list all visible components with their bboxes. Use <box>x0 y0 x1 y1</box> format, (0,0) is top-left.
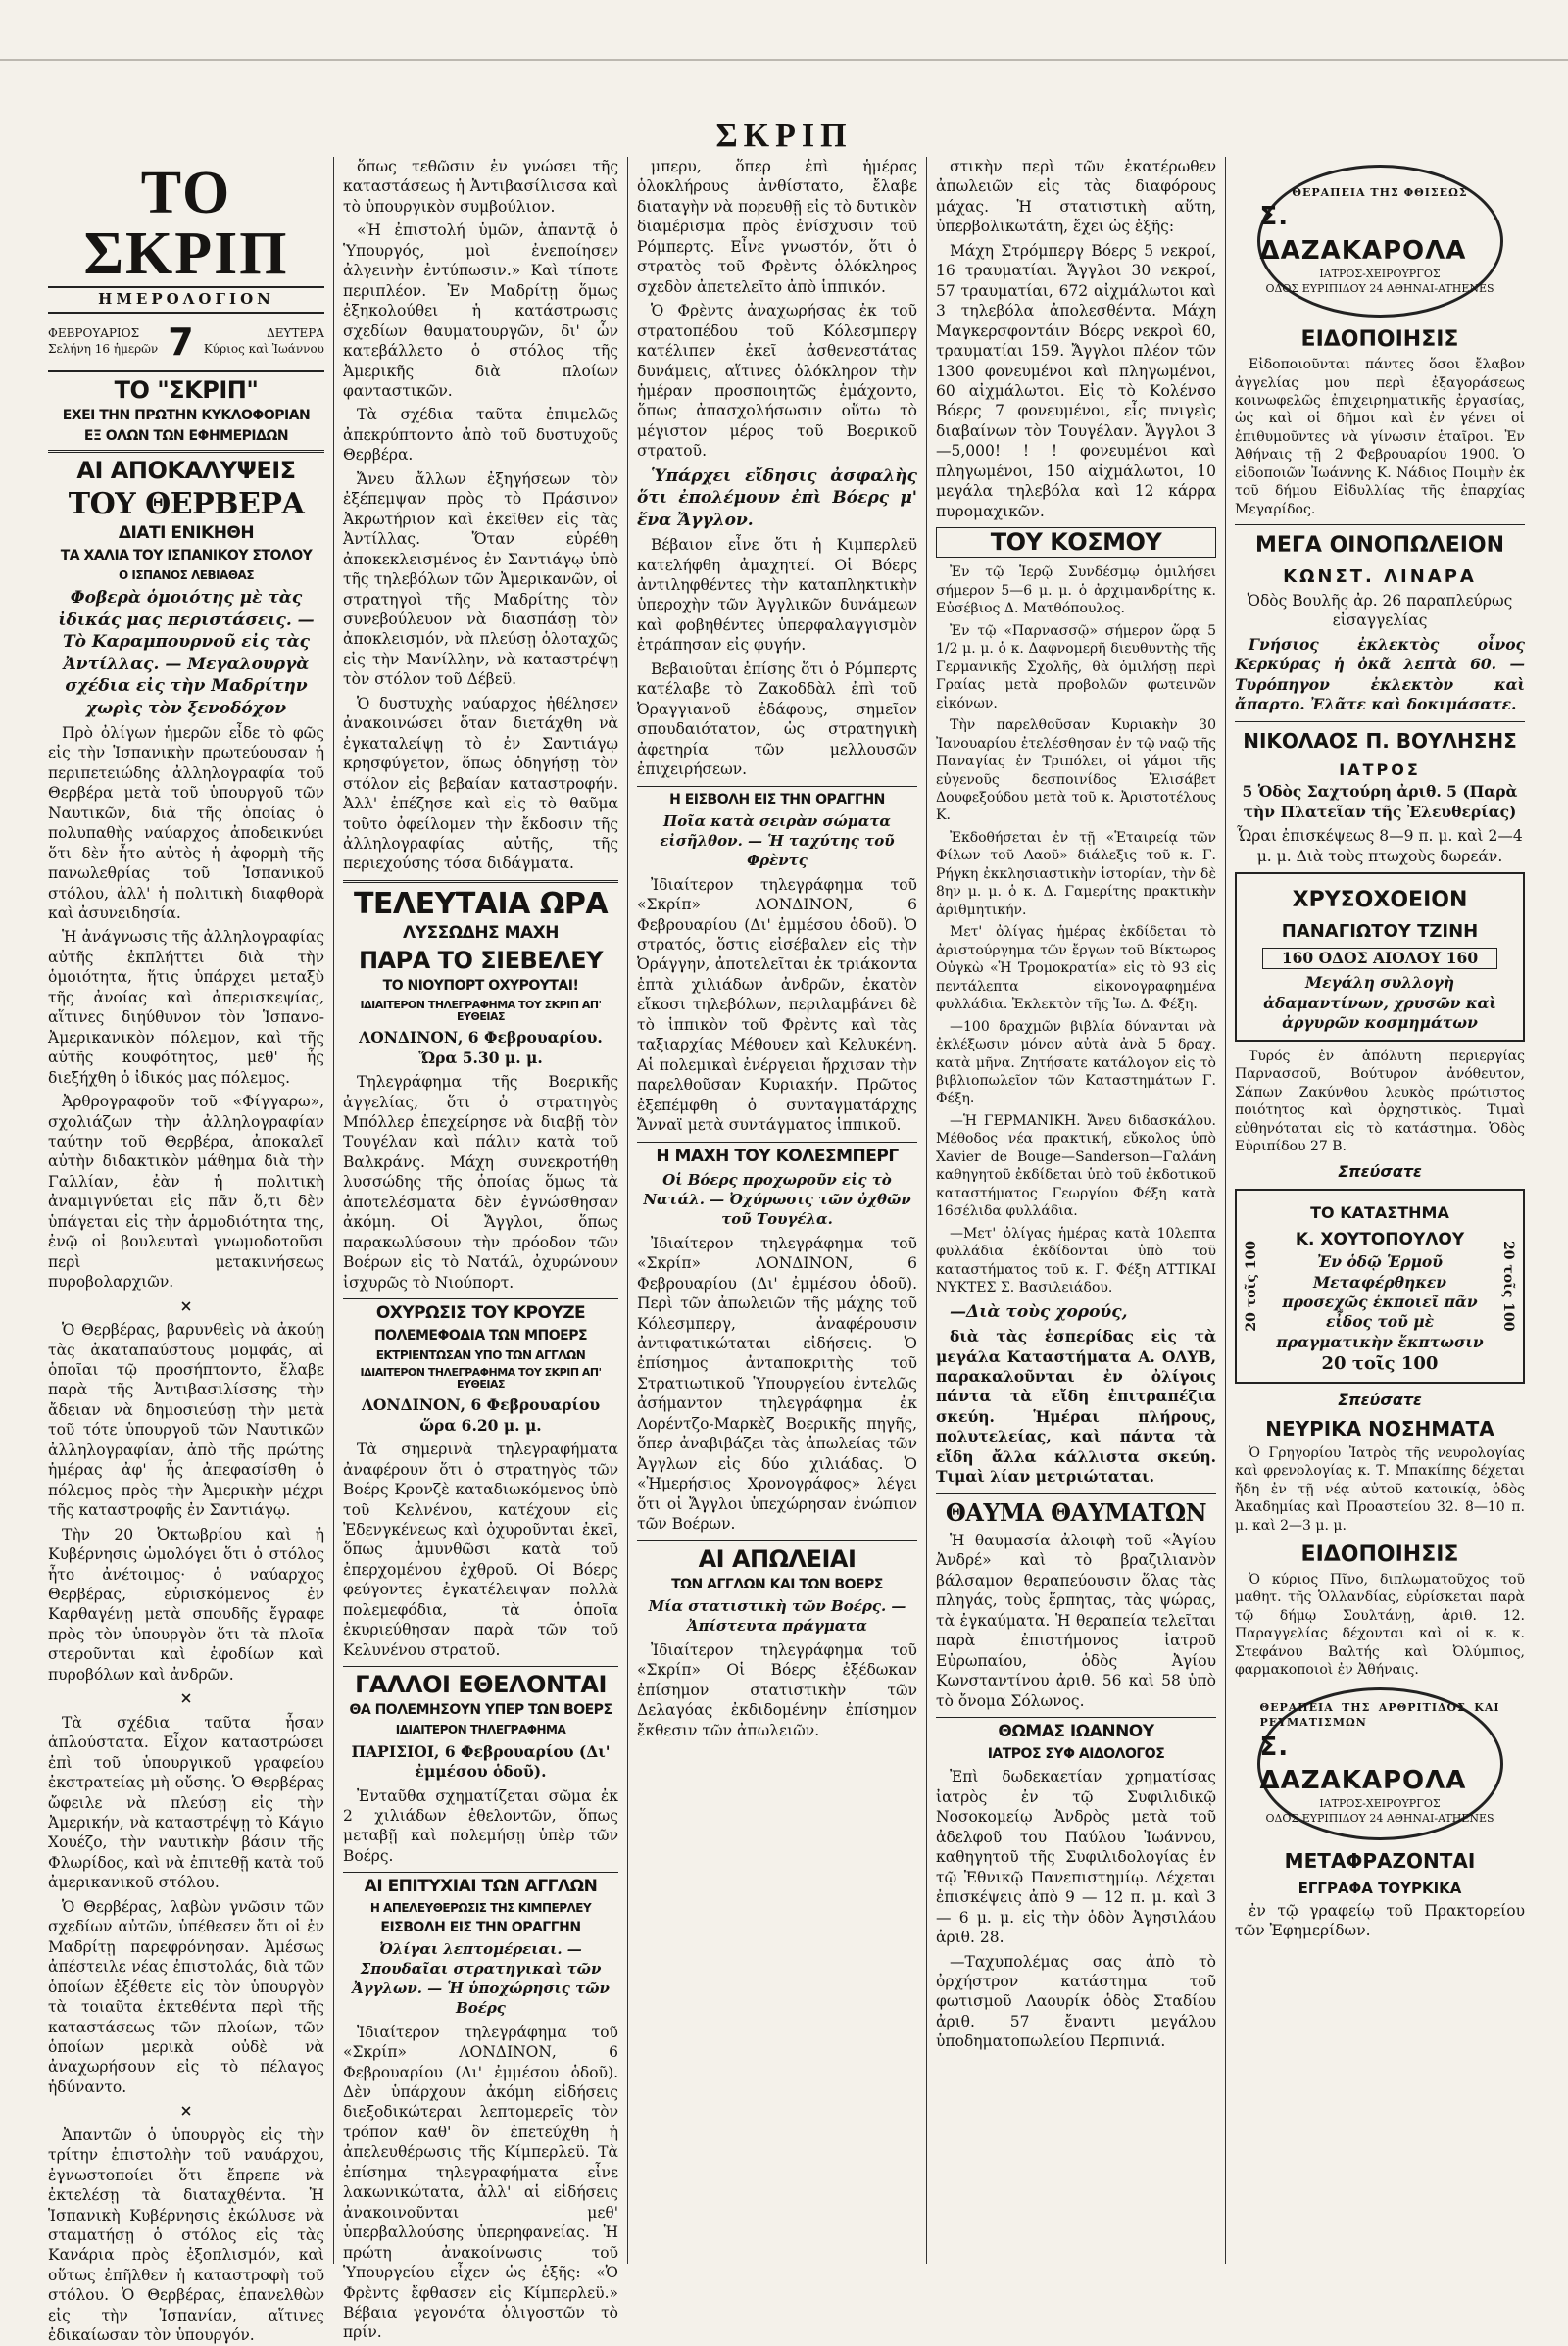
article-paragraph: Βεβαιοῦται ἐπίσης ὅτι ὁ Ρόμπερτς κατέλαβε τὸ Ζακοδδὰλ ἐπὶ τοῦ Ὀραγγιανοῦ ἐδάφους, σημεῖον σπουδαιότατον, ὡς στρατηγικὴ ἀφετηρία τῶν μελλουσῶν ἐπιχειρήσεων. <box>637 660 917 779</box>
world-headline: ΤΟΥ ΚΟΣΜΟΥ <box>936 527 1216 558</box>
divider <box>637 786 917 787</box>
article-lead: Ὀλίγαι λεπτομέρειαι. — Σπουδαῖαι στρατηγικαὶ τῶν Ἀγγλων. — Ἡ ὑποχώρησις τῶν Βοέρς <box>352 1940 610 2017</box>
article-paragraph: Ἰδιαίτερον τηλεγράφημα τοῦ «Σκρίπ» ΛΟΝΔΙΝΟΝ, 6 Φεβρουαρίου (Δι' ἐμμέσου ὁδοῦ). Περὶ τῶν ἀπωλειῶν τῆς μάχης τοῦ Κόλεσμπεργ, ἀναφέρουσιν ἀντιφατικώταται εἰδήσεις. Ὁ ἐπίσημος ἀνταποκριτὴς τοῦ Στρατιωτικοῦ Ὑπουργείου ἐντελῶς ἀσήμαντον τηλεγράφημα ἐκ Λορέντζο-Μαρκὲζ Βοερικῆς πηγῆς, ὅπερ ἀναβιβάζει τὰς ἀπωλείας τῶν Ἀγγλων εἰς δύο χιλιάδας. Ὁ «Ἡμερήσιος Χρονογράφος» λέγει ὅτι οἱ Ἄγγλοι ὑπεχώρησαν ἐνώπιον τῶν Βοέρων. <box>637 1234 917 1534</box>
divider <box>343 1872 618 1873</box>
article-paragraph: ὅπως τεθῶσιν ἐν γνώσει τῆς καταστάσεως ἡ Ἀντιβασίλισσα καὶ τὸ ὑπουργικὸν συμβούλιον. <box>343 158 618 216</box>
ad-text: Ἐπὶ δωδεκαετίαν χρηματίσας ἰατρὸς ἐν τῷ Συφιλιδικῷ Νοσοκομείῳ Ἀνδρὸς μετὰ τοῦ ἀδελφοῦ του Παύλου Ἰωάννου, καθηγητοῦ τῆς Συφιλιδολογίας ἐν τῷ Ἐθνικῷ Πανεπιστημίῳ. Δέχεται ἐπισκέψεις ἀπὸ 9 — 12 π. μ. καὶ 3 — 6 μ. μ. εἰς τὴν ὁδὸν Ἀγησιλάου ἀριθ. 28. <box>936 1768 1216 1947</box>
section-cross: × <box>179 1295 193 1315</box>
seal-arc-text: ΘΕΡΑΠΕΙΑ ΤΗΣ ΦΘΙΣΕΩΣ <box>1292 185 1468 199</box>
dateline: ΛΟΝΔΙΝΟΝ, 6 Φεβρουαρίου. Ὥρα 5.30 μ. μ. <box>359 1028 603 1067</box>
gold-headline: ΧΡΥΣΟΧΟΕΙΟΝ <box>1292 888 1468 913</box>
article-paragraph: Ὑπάρχει εἴδησις ἀσφαλὴς ὅτι ἐπολέμουν ἐπὶ Βόερς μ' ἕνα Ἄγγλον. <box>637 465 917 530</box>
news-item: —Ἡ ΓΕΡΜΑΝΙΚΗ. Ἄνευ διδασκάλου. Μέθοδος νέα πρακτική, εὔκολος ὑπὸ Xavier de Bouge—Sanderson—Γαλάνη καθηγητοῦ ἐκδίδεται ὑπὸ τοῦ ἐκδοτικοῦ καταστήματος Γεωργίου Φέξη κατὰ 16σέλιδα φυλλάδια. <box>936 1112 1216 1220</box>
last-hour-sub-4: ΙΔΙΑΙΤΕΡΟΝ ΤΗΛΕΓΡΑΦΗΜΑ ΤΟΥ ΣΚΡΙΠ ΑΠ' ΕΥΘΕΙΑΣ <box>360 999 602 1023</box>
article-paragraph: Ὁ δυστυχὴς ναύαρχος ἠθέλησεν ἀνακοινώσει ὅταν διετάχθη νὰ ἐγκαταλείψῃ τὸ ἐν Σαντιάγῳ κρησφύγετον, ὅπως ὁδηγήσῃ τὸν στόλον εἰς βεβαίαν καταστροφήν. Ἀλλ' ἐπέζησε καὶ εἰς τὸ θαῦμα τοῦτο ὀφείλομεν τὴν ἔκδοσιν τῆς ἀλληλογραφίας αὐτῆς, τῆς περιεχούσης τόσα διδάγματα. <box>343 694 618 873</box>
article-paragraph: Τὰ σχέδια ταῦτα ἦσαν ἀπλούστατα. Εἶχον καταστρώσει ἐπὶ τοῦ ὑπουργικοῦ γραφείου ἐκστρατείας μὴ οὔσης. Ὁ Θερβέρας ὤφειλε νὰ πλεύσῃ εἰς τὴν Ἀμερικήν, νὰ καταστρέψῃ τὸ Κάγιο Χουέζο, τὴν ναυτικὴν βάσιν τῆς Φλωρίδος, καὶ νὰ ἐπιτεθῇ κατὰ τοῦ ἀμερικανικοῦ στόλου. <box>48 1713 324 1892</box>
wine-name: ΚΩΝΣΤ. ΛΙΝΑΡΑ <box>1283 566 1477 588</box>
seal-address: ΟΔΟΣ ΕΥΡΙΠΙΔΟΥ 24 ΑΘΗΝΑΙ-ATHENES <box>1265 1811 1494 1825</box>
kolesberg-headline: Η ΜΑΧΗ ΤΟΥ ΚΟΛΕΣΜΠΕΡΓ <box>656 1146 899 1166</box>
gallic-sub-2: ΙΔΙΑΙΤΕΡΟΝ ΤΗΛΕΓΡΑΦΗΜΑ <box>395 1723 566 1737</box>
article-paragraph: Ὁ Φρὲντς ἀναχωρήσας ἐκ τοῦ στρατοπέδου τοῦ Κόλεσμπεργ κατέλιπεν ἐκεῖ ἀσθενεστάτας δυνάμεις, αἵτινες ὁλόκληρον τὴν ἡμέραν προσποιητῶς ἐμάχοντο, ὅπως ἀπασχολήσωσιν οὕτω τὸ μέγιστον μέρος τοῦ Βοερικοῦ στρατοῦ. <box>637 302 917 461</box>
article-paragraph: Ἐνταῦθα σχηματίζεται σῶμα ἐκ 2 χιλιάδων ἐθελοντῶν, ὅπως μεταβῇ καὶ πολεμήσῃ ὑπὲρ τῶν Βοέρς. <box>343 1786 618 1865</box>
promo-line-1: ΤΟ "ΣΚΡΙΠ" <box>114 375 259 404</box>
promo-line-3: ΕΞ ΟΛΩΝ ΤΩΝ ΕΦΗΜΕΡΙΔΩΝ <box>83 427 289 444</box>
last-hour-sub-3: ΤΟ ΝΙΟΥΠΟΡΤ ΟΧΥΡΟΥΤΑΙ! <box>382 978 579 995</box>
kroze-sub-1: ΠΟΛΕΜΕΦΟΔΙΑ ΤΩΝ ΜΠΟΕΡΣ <box>373 1327 588 1344</box>
ad-bazaar: διὰ τὰς ἑσπερίδας εἰς τὰ μεγάλα Καταστήματα Α. ΟΛΥΒ, παρακαλοῦνται ἐν ὀλίγοις πάντα τὰ εἴδη ἐπιτραπέζια σκεύη. Ἡμέραι πλήρους, πολυτελείας, καὶ πάντα τὰ εἴδη ἄλλα κάλλιστα σκεύη. Τιμαὶ λίαν μετριώταται. <box>936 1327 1216 1487</box>
divider <box>637 1142 917 1143</box>
shop-text: Ἐν ὁδῷ Ἑρμοῦ Μεταφέρθηκεν προσεχῶς ἐκποιεῖ πᾶν εἶδος τοῦ μὲ πραγματικὴν ἔκπτωσιν <box>1276 1252 1484 1351</box>
article-paragraph: Τηλεγράφημα τῆς Βοερικῆς ἀγγελίας, ὅτι ὁ στρατηγὸς Μπόλλερ ἐπεχείρησε νὰ διαβῇ τὸν Τουγέλαν καὶ πάλιν κατὰ τοῦ Βαλκράνς. Μάχη συνεκροτήθη λυσσώδης τῆς ὁποίας ὅμως τὰ ἀποτελέσματα δὲν ἐγνώσθησαν ἀκόμη. Οἱ Ἄγγλοι, ὅπως παρακωλύσουν τὴν πρόοδον τῶν Βοέρων εἰς τὸ Νατάλ, ὀχυρώνουν ἰσχυρῶς τὸ Νιούπορτ. <box>343 1073 618 1292</box>
promo-line-2: ΕΧΕΙ ΤΗΝ ΠΡΩΤΗΝ ΚΥΚΛΟΦΟΡΙΑΝ <box>62 408 311 424</box>
column-2 <box>333 157 627 2342</box>
thomas-headline: ΘΩΜΑΣ ΙΩΑΝΝΟΥ <box>998 1721 1154 1741</box>
divider <box>343 880 618 883</box>
wine-headline: ΜΕΓΑ ΟΙΝΟΠΩΛΕΙΟΝ <box>1254 533 1505 559</box>
divider <box>48 450 324 453</box>
news-item: Ἐν τῷ Ἱερῷ Συνδέσμῳ ὁμιλήσει σήμερον 5—6 μ. μ. ὁ ἀρχιμανδρίτης κ. Εὐσέβιος Δ. Ματθόπουλος. <box>936 564 1216 617</box>
top-rule <box>0 59 1568 61</box>
masthead-subtitle: ΗΜΕΡΟΛΟΓΙΟΝ <box>48 286 324 314</box>
article-paragraph: μπερυ, ὅπερ ἐπὶ ἡμέρας ὁλοκλήρους ἀνθίστατο, ἔλαβε διαταγὴν νὰ πορευθῇ εἰς τὸ δυτικὸν διαμέρισμα πρὸς ἐνίσχυσιν τοῦ Ρόμπερτς. Εἶνε γνωστόν, ὅτι ὁ στρατὸς τοῦ Φρὲντς ὁλόκληρος σχεδὸν ἀπετελεῖτο ἀπὸ ἱππικόν. <box>637 158 917 296</box>
seal-arc-text: ΘΕΡΑΠΕΙΑ ΤΗΣ ΑΡΘΡΙΤΙΔΟΣ ΚΑΙ ΡΕΥΜΑΤΙΣΜΩΝ <box>1259 1701 1500 1729</box>
divider <box>343 1666 618 1667</box>
seal-name: Σ. ΔΑΖΑΚΑΡΟΛΑ <box>1259 202 1467 266</box>
article-paragraph: Τὴν 20 Ὀκτωβρίου καὶ ἡ Κυβέρνησις ὡμολόγει ὅτι ὁ στόλος ἦτο ἀνέτοιμος· ὁ ναύαρχος Θερβέρας, εὑρισκόμενος ἐν Καρθαγένῃ μετὰ σπουδῆς ἔγραφε πρὸς τὸν ὑπουργὸν ὅτι τὰ πλοῖα στεροῦνται καὶ ἐφοδίων καὶ πυροβόλων καὶ ἀνδρῶν. <box>48 1525 324 1684</box>
seal-sub: ΙΑΤΡΟΣ-ΧΕΙΡΟΥΡΓΟΣ <box>1319 268 1441 281</box>
article-paragraph: Πρὸ ὀλίγων ἡμερῶν εἶδε τὸ φῶς εἰς τὴν Ἱσπανικὴν πρωτεύουσαν ἡ περιπετειώδης ἀλληλογραφία τοῦ Θερβέρα μετὰ τοῦ ὑπουργοῦ τῶν Ναυτικῶν, διὰ τῆς ὁποίας ὁ πολυπαθὴς ναύαρχος ἀποδεικνύει ὅτι δὲν ἦτο αὐτὸς ἡ ἀφορμὴ τῆς πανωλεθρίας τοῦ Ἱσπανικοῦ στόλου, ἀλλ' ἡ πολιτικὴ διαφθορὰ καὶ ἀσυνειδησία. <box>48 723 324 923</box>
article-lead: Ποῖα κατὰ σειρὰν σώματα εἰσῆλθον. — Ἡ ταχύτης τοῦ Φρὲντς <box>660 812 895 869</box>
notice-headline: ΕΙΔΟΠΟΙΗΣΙΣ <box>1300 1541 1459 1567</box>
article-paragraph: Ἄνευ ἄλλων ἐξηγήσεων τὸν ἐξέπεμψαν πρὸς τὸ Πράσινον Ἀκρωτήριον καὶ ἐκεῖθεν εἰς τὰς Ἀντίλλας. Ὅταν εὑρέθη ἀποκεκλεισμένος ἐν Σαντιάγῳ ὑπὸ τῆς τηλεβόλων τῶν Ἀμερικανῶν, οἱ στρατηγοὶ τῆς Μαδρίτης τὸν συνεβούλευον νὰ διασπάσῃ τὸν ἀποκλεισμόν, νὰ πλεύσῃ ὁλοταχῶς εἰς τὴν Μανίλλην, νὰ καταστρέψῃ τὸν στόλον τοῦ Δέβεϋ. <box>343 469 618 689</box>
article-paragraph: Ὁ Θερβέρας, λαβὼν γνῶσιν τῶν σχεδίων αὐτῶν, ὑπέθεσεν ὅτι οἱ ἐν Μαδρίτῃ παρεφρόνησαν. Ἀμέσως ἀπέστειλε νέας ἐπιστολάς, διὰ τῶν ὁποίων ἐξέθετε εἰς τὸν ὑπουργὸν τὰ τοιαῦτα ἐκτεθέντα περὶ τῆς καταστάσεως τῶν πλοίων, τῶν ὁποίων μερικὰ οὐδὲ νὰ ἀναχωρήσουν εἰς τὸ πέλαγος ἠδύναντο. <box>48 1897 324 2096</box>
newspaper-page <box>39 157 1534 2345</box>
doctor-hours: Ὧραι ἐπισκέψεως 8—9 π. μ. καὶ 2—4 μ. μ. Διὰ τοὺς πτωχοὺς δωρεάν. <box>1237 827 1523 865</box>
last-hour-sub-1: ΛΥΣΣΩΔΗΣ ΜΑΧΗ <box>403 923 559 944</box>
translation-sub: ΕΓΓΡΑΦΑ ΤΟΥΡΚΙΚΑ <box>1298 1880 1462 1898</box>
article-lead: Μία στατιστικὴ τῶν Βοέρς. — Ἀπίστευτα πράγματα <box>648 1597 906 1636</box>
shop-percent-left: 20 τοῖς 100 <box>1244 1241 1259 1332</box>
divider <box>936 1717 1216 1718</box>
last-hour-headline: ΤΕΛΕΥΤΑΙΑ ΩΡΑ <box>353 886 609 921</box>
news-item: Μετ' ὀλίγας ἡμέρας ἐκδίδεται τὸ ἀριστούργημα τῶν ἔργων τοῦ Βίκτωρος Οὐγκὼ «Ἡ Τρομοκρατία» εἰς τὸ 93 εἰς πεντάλεπτα εἰκονογραφημένα φυλλάδια. Ἐκλεκτὸν τῆς Ἰω. Δ. Φέξη. <box>936 924 1216 1013</box>
notice-headline: ΕΙΔΟΠΟΙΗΣΙΣ <box>1300 327 1459 352</box>
hurry-label: Σπεύσατε <box>1338 1162 1422 1182</box>
article-paragraph: Βέβαιον εἶνε ὅτι ἡ Κιμπερλεϋ κατελήφθη ἀμαχητεί. Οἱ Βόερς ἀντιληφθέντες τὴν καταπληκτικὴν ὑπεροχὴν τῶν Ἀγγλικῶν δυνάμεων καὶ φοβηθέντες ὑπερφαλαγγισμὸν ἐτράπησαν εἰς φυγήν. <box>637 536 917 655</box>
gold-name: ΠΑΝΑΓΙΩΤΟΥ ΤΖΙΝΗ <box>1281 921 1479 943</box>
masthead-moon: Σελήνη 16 ἡμερῶν <box>48 341 159 356</box>
news-item: —Μετ' ὀλίγας ἡμέρας κατὰ 10λεπτα φυλλάδια ἐκδίδονται ὑπὸ τοῦ καταστήματος τοῦ κ. Γ. Φέξη ΑΤΤΙΚΑΙ ΝΥΚΤΕΣ Σ. Βασιλειάδου. <box>936 1225 1216 1296</box>
gold-ad <box>1235 872 1525 1042</box>
doctor-address: 5 Ὁδὸς Σαχτούρη ἀριθ. 5 (Παρὰ τὴν Πλατεῖαν τῆς Ἐλευθερίας) <box>1242 782 1518 821</box>
kroze-sub-2: ΕΚΤΡΙΕΝΤΩΣΑΝ ΥΠΟ ΤΩΝ ΑΓΓΛΩΝ <box>375 1347 586 1362</box>
article-paragraph: Τὰ σημερινὰ τηλεγραφήματα ἀναφέρουν ὅτι ὁ στρατηγὸς τῶν Βοέρς Κρονζὲ καταδιωκόμενος ὑπὸ τοῦ Κελνένου, κατέχουν εἰς Ἐδενγκένεως καὶ ὀχυροῦνται ἐκεῖ, ὅπως ἀμυνθῶσι κατὰ τοῦ ἐπερχομένου ἐχθροῦ. Οἱ Βόερς φεύγοντες ἐγκατέλειψαν πολλὰ πολεμεφόδια, τὰ ὁποῖα ἐκυριεύθησαν παρὰ τῶν τοῦ Κελυνένου στρατοῦ. <box>343 1441 618 1659</box>
article-lead: Φοβερὰ ὁμοιότης μὲ τὰς ἰδικάς μας περιστάσεις. — Τὸ Καραμπουρνοῦ εἰς τὰς Ἀντίλλας. — Μεγαλουργὰ σχέδια εἰς τὴν Μαδρίτην χωρὶς τὸν ξενοδόχον <box>58 588 315 718</box>
shop-name: Κ. ΧΟΥΤΟΠΟΥΛΟΥ <box>1295 1229 1465 1249</box>
divider <box>1235 721 1525 722</box>
gold-text: Μεγάλη συλλογὴ ἀδαμαντίνων, χρυσῶν καὶ ἀργυρῶν κοσμημάτων <box>1263 973 1496 1033</box>
shop-headline: ΤΟ ΚΑΤΑΣΤΗΜΑ <box>1310 1202 1449 1222</box>
news-item: —100 δραχμῶν βιβλία δύνανται νὰ ἐκλέξωσιν μόνον αὐτὰ ἀνὰ 5 δραχ. κατὰ μῆνα. Ζητήσατε κατάλογον εἰς τὸ βιβλιοπωλεῖον τῶν Καταστημάτων Γ. Φέξη. <box>936 1018 1216 1107</box>
article-paragraph: Μάχη Στρόμπεργ Βόερς 5 νεκροί, 16 τραυματίαι. Ἄγγλοι 30 νεκροί, 57 τραυματίαι, 672 αἰχμάλωτοι καὶ 3 τηλεβόλα ἀπολεσθέντα. Μάχη Μαγκερσφοντάιν Βόερς νεκροὶ 60, τραυματίαι 159. Ἄγγλοι πλέον τῶν 1300 φονευμένοι καὶ πληγωμένοι, 60 αἰχμάλωτοι. Εἰς τὸ Κολένσο Βόερς 7 φονευμένοι, εἷς πνιγεὶς διαβαίνων τὸν Τουγέλαν. Ἄγγλοι 3—5,000! ! ! φονευμένοι καὶ πληγωμένοι, 150 αἰχμάλωτοι, 10 μεγάλα τηλεβόλα καὶ 12 κάρρα πυρομαχικῶν. <box>936 241 1216 520</box>
article-paragraph: Ἀπαντῶν ὁ ὑπουργὸς εἰς τὴν τρίτην ἐπιστολὴν τοῦ ναυάρχου, ἐγνωστοποίει ὅτι ἔπρεπε νὰ ἐκτελέσῃ τὰ διαταχθέντα. Ἡ Ἱσπανικὴ Κυβέρνησις ἐκώλυσε νὰ σταματήσῃ ὁ στόλος εἰς τὰς Κανάρια πρὸς ἐξοπλισμόν, καὶ οὕτως ἐπῆλθεν ἡ καταστροφὴ τοῦ στόλου. Ὁ Θερβέρας, ἐπανελθὼν εἰς τὴν Ἱσπανίαν, αἵτινες ἐδικαίωσαν τὸν ὑπουργόν. <box>48 2126 324 2345</box>
english-sub-1: Η ΑΠΕΛΕΥΘΕΡΩΣΙΣ ΤΗΣ ΚΙΜΠΕΡΛΕΥ <box>369 1901 592 1916</box>
english-sub-2: ΕΙΣΒΟΛΗ ΕΙΣ ΤΗΝ ΟΡΑΓΓΗΝ <box>380 1919 581 1935</box>
wine-text: Γνήσιος ἐκλεκτὸς οἶνος Κερκύρας ἡ ὀκᾶ λεπτὰ 60. — Τυρόπηγον ἐκλεκτὸν καὶ ἄπαρτο. Ἐλᾶτε καὶ δοκιμάσατε. <box>1235 634 1525 714</box>
translation-text: ἐν τῷ γραφείῳ τοῦ Πρακτορείου τῶν Ἐφημερίδων. <box>1235 1902 1525 1940</box>
gallic-headline: ΓΑΛΛΟΙ ΕΘΕΛΟΝΤΑΙ <box>355 1671 607 1699</box>
thomas-sub: ΙΑΤΡΟΣ ΣΥΦ ΑΙΔΟΛΟΓΟΣ <box>987 1745 1165 1762</box>
shop-ad <box>1235 1189 1525 1385</box>
wonder-headline: ΘΑΥΜΑ ΘΑΥΜΑΤΩΝ <box>945 1497 1207 1527</box>
article-paragraph: Ἀρθρογραφοῦν τοῦ «Φίγγαρω», σχολιάζων τὴν ἀλληλογραφίαν ταύτην τοῦ Θερβέρα, ἀποκαλεῖ αὐτὴν διδακτικὸν μάθημα διὰ τὴν Γαλλίαν, ἐὰν ἡ πολιτικὴ ἀναμιγνύεται εἰς πᾶν ὅ,τι δὲν ὑπάγεται εἰς τὴν ἁρμοδιότητα της, ἐνῷ οἱ βουλευταὶ γνωμοδοτοῦσι περὶ μετακινήσεως πυροβολαρχιῶν. <box>48 1093 324 1292</box>
notice-text: Ὁ κύριος Πῖνο, διπλωματοῦχος τοῦ μαθητ. τῆς Ὁλλανδίας, εὑρίσκεται παρὰ τῷ δήμῳ Σουλτάνῃ, ἀριθ. 12. Παραγγελίας δέχονται καὶ οἱ κ. κ. Στεφάνου Βαλτής καὶ Ὀλύμπιος, φαρμακοποιοὶ ἐν Ἀθήναις. <box>1235 1572 1525 1679</box>
doctor-seal-2 <box>1257 1687 1503 1840</box>
dateline: ΠΑΡΙΣΙΟΙ, 6 Φεβρουαρίου (Δι' ἐμμέσου ὁδοῦ). <box>351 1741 611 1782</box>
section-cross: × <box>179 2101 193 2121</box>
article-headline-1: ΑΙ ΑΠΟΚΑΛΥΨΕΙΣ <box>76 456 296 484</box>
article-paragraph: Τὰ σχέδια ταῦτα ἐπιμελῶς ἀπεκρύπτοντο ἀπὸ τοῦ δυστυχοῦς Θερβέρα. <box>343 406 618 464</box>
column-5 <box>1225 157 1534 2264</box>
column-4 <box>926 157 1225 2264</box>
nerve-text: Ὁ Γρηγορίου Ἰατρὸς τῆς νευρολογίας καὶ φρενολογίας κ. Τ. Μπακίπης δέχεται ἤδη ἐν τῇ νέᾳ αὐτοῦ κατοικίᾳ, ὁδὸς Ἀκαδημίας καὶ Προαστείου 32. 8—10 π. μ. καὶ 2—3 μ. μ. <box>1235 1444 1525 1534</box>
article-paragraph: «Ἡ ἐπιστολή ὑμῶν, ἀπαντᾷ ὁ Ὑπουργός, μοὶ ἐνεποίησεν ἀλγεινὴν ἐντύπωσιν.» Καὶ τίποτε περιπλέον. Ἐν Μαδρίτῃ ὅμως ἐξηκολούθει ἡ κατάστρωσις σχεδίων θαυματουργῶν, δι' ὧν κατεβάλλετο ὁ στόλος τῆς Ἀμερικῆς διὰ πλοίων φανταστικῶν. <box>343 221 618 400</box>
ad-bazaar-head: —Διὰ τοὺς χορούς, <box>950 1301 1128 1322</box>
masthead-day-number: 7 <box>168 319 194 364</box>
nerve-headline: ΝΕΥΡΙΚΑ ΝΟΣΗΜΑΤΑ <box>1265 1417 1494 1442</box>
gold-address: 160 ΟΔΟΣ ΑΙΟΛΟΥ 160 <box>1262 948 1497 969</box>
news-item: Ἐκδοθήσεται ἐν τῇ «Ἑταιρείᾳ τῶν Φίλων τοῦ Λαοῦ» διάλεξις τοῦ κ. Γ. Ρήγκη ἐκκλησιαστικὴν ἱστορίαν, τὴν δὲ 8ην μ. μ. ὁ κ. Δ. Γαμερίτης πρακτικὴν ἀριθμητικήν. <box>936 829 1216 918</box>
article-paragraph: Ὁ Θερβέρας, βαρυνθεὶς νὰ ἀκούῃ τὰς ἀκαταπαύστους μομφάς, αἱ ὁποῖαι τῷ προσήπτοντο, ἔλαβε παρὰ τῆς Ἀντιβασιλίσσης τὴν ἄδειαν νὰ δημοσιεύσῃ τὴν μετὰ τοῦ τότε ὑπουργοῦ τῶν Ναυτικῶν ἀλληλογραφίαν, ἀπὸ τῆς πρώτης ἡμέρας ἀφ' ἧς ἀπεφασίσθη ὁ πόλεμος πρὸς τὴν Ἀμερικὴν μέχρι τῆς καταστροφῆς ἐν Σαντιάγῳ. <box>48 1321 324 1520</box>
running-head: ΣΚΡΙΠ <box>715 118 853 154</box>
kroze-headline: ΟΧΥΡΩΣΙΣ ΤΟΥ ΚΡΟΥΖΕ <box>375 1303 586 1324</box>
seal-sub: ΙΑΤΡΟΣ-ΧΕΙΡΟΥΡΓΟΣ <box>1319 1797 1441 1811</box>
article-paragraph: στικὴν περὶ τῶν ἑκατέρωθεν ἀπωλειῶν εἰς τὰς διαφόρους μάχας. Ἡ στατιστικὴ αὕτη, ὑπερβολικωτάτη, ἔχει ὡς ἑξῆς: <box>936 158 1216 236</box>
last-hour-sub-2: ΠΑΡΑ ΤΟ ΣΙΕΒΕΛΕΥ <box>358 947 604 975</box>
wine-address: Ὁδὸς Βουλῆς ἀρ. 26 παραπλεύρως εἰσαγγελίας <box>1247 592 1513 630</box>
dateline: ΛΟΝΔΙΝΟΝ, 6 Φεβρουαρίου ὥρα 6.20 μ. μ. <box>361 1395 601 1435</box>
ad-text: —Ταχυπολέμας σας ἀπὸ τὸ ὀρχήστρον κατάστημα τοῦ φωτισμοῦ Λαουρίκ ὁδὸς Σταδίου ἀριθ. 57 ἔναντι μεγάλου ὑποδηματοπωλείου Περπινιά. <box>936 1952 1216 2051</box>
news-item: Τὴν παρελθοῦσαν Κυριακὴν 30 Ἰανουαρίου ἐτελέσθησαν ἐν τῷ ναῷ τῆς Παναγίας ἐν Τριπόλει, οἱ γάμοι τῆς εὐγενοῦς δεσποινίδος Ἑλισάβετ Δουφεξούδου μετὰ τοῦ κ. Ἀριστοτέλους Κ. <box>936 717 1216 824</box>
article-headline-2: ΤΟΥ ΘΕΡΒΕΡΑ <box>68 486 305 521</box>
article-headline-4: ΤΑ ΧΑΛΙΑ ΤΟΥ ΙΣΠΑΝΙΚΟΥ ΣΤΟΛΟΥ <box>60 548 313 564</box>
section-cross: × <box>179 1688 193 1708</box>
seal-name: Σ. ΔΑΖΑΚΑΡΟΛΑ <box>1259 1732 1467 1795</box>
column-1 <box>39 157 333 2345</box>
article-paragraph: Ἰδιαίτερον τηλεγράφημα τοῦ «Σκρίπ» ΛΟΝΔΙΝΟΝ, 6 Φεβρουαρίου (Δι' ἐμμέσου ὁδοῦ). Ὁ στρατός, ὅστις εἰσέβαλεν εἰς τὴν Ὀράγγην, ἀποτελεῖται ἐκ τριάκοντα ἑπτὰ χιλιάδων ἀνδρῶν, ἐκατὸν εἴκοσι τηλεβόλων, περιλαμβάνει δὲ τὸ ἱππικὸν τοῦ Φρὲντς καὶ τὰς ταξιαρχίας Μέθουεν καὶ Κελυκένη. Αἱ πολεμικαὶ ἐνέργειαι ἤρχισαν τὴν παρελθοῦσαν Κυριακήν. Πρῶτος ἐξεπέμφθη ὁ συνταγματάρχης Ἄνναϊ μετὰ συντάγματος ἱππικοῦ. <box>637 875 917 1135</box>
masthead-saints: Κύριος καὶ Ἰωάννου <box>203 341 324 356</box>
losses-sub: ΤΩΝ ΑΓΓΛΩΝ ΚΑΙ ΤΩΝ ΒΟΕΡΣ <box>671 1576 883 1592</box>
column-3 <box>627 157 926 2264</box>
losses-headline: ΑΙ ΑΠΩΛΕΙΑΙ <box>698 1544 857 1573</box>
invasion-headline: Η ΕΙΣΒΟΛΗ ΕΙΣ ΤΗΝ ΟΡΑΓΓΗΝ <box>669 791 885 807</box>
masthead-date <box>48 318 324 372</box>
doctor-seal-1 <box>1257 165 1503 318</box>
kroze-sub-3: ΙΔΙΑΙΤΕΡΟΝ ΤΗΛΕΓΡΑΦΗΜΑ ΤΟΥ ΣΚΡΙΠ ΑΠ' ΕΥΘΕΙΑΣ <box>360 1366 602 1391</box>
seal-address: ΟΔΟΣ ΕΥΡΙΠΙΔΟΥ 24 ΑΘΗΝΑΙ-ATHENES <box>1265 281 1494 295</box>
masthead-weekday: ΔΕΥΤΕΡΑ <box>267 326 324 341</box>
shop-percent-right: 20 τοῖς 100 <box>1500 1241 1516 1332</box>
divider <box>343 1298 618 1299</box>
gallic-sub-1: ΘΑ ΠΟΛΕΜΗΣΟΥΝ ΥΠΕΡ ΤΩΝ ΒΟΕΡΣ <box>349 1702 612 1719</box>
english-headline: ΑΙ ΕΠΙΤΥΧΙΑΙ ΤΩΝ ΑΓΓΛΩΝ <box>364 1877 598 1897</box>
doctor-name: ΝΙΚΟΛΑΟΣ Π. ΒΟΥΛΗΣΗΣ <box>1243 728 1517 753</box>
divider <box>637 1540 917 1541</box>
divider <box>936 1493 1216 1494</box>
news-item: Ἐν τῷ «Παρνασσῷ» σήμερον ὥρᾳ 5 1/2 μ. μ. ὁ κ. Δαφνομερῆ διευθυντὴς τῆς Γερμανικῆς Σχολῆς, θὰ ὁμιλήσῃ περὶ Γραίας μετὰ προβολῶν φωτεινῶν εἰκόνων. <box>936 622 1216 711</box>
butter-ad: Τυρός ἐν ἀπόλυτη περιεργίας Παρνασσοῦ, Βούτυρον ἀνόθευτον, Σάπων Ζακύνθου λευκὸς πρώτιστος ποιότητος καὶ ὀρχηστικὸς. Τιμαὶ εὐθηνόταται εἰς τὸ κατάστημα. Ὁδὸς Εὐριπίδου 27 Β. <box>1235 1048 1525 1154</box>
masthead-month: ΦΕΒΡΟΥΑΡΙΟΣ <box>48 326 140 341</box>
masthead-title: ΤΟ ΣΚΡΙΠ <box>83 160 289 287</box>
article-paragraph: Ἰδιαίτερον τηλεγράφημα τοῦ «Σκρίπ» Οἱ Βόερς ἐξέδωκαν ἐπίσημον στατιστικὴν τῶν Δελαγόας ἐκδιδομένην ἐπίσημον ἔκθεσιν τῶν ἀπωλειῶν. <box>637 1641 917 1739</box>
hurry-label: Σπεύσατε <box>1338 1391 1422 1410</box>
article-paragraph: Ἡ ἀνάγνωσις τῆς ἀλληλογραφίας αὐτῆς ἐκπλήττει διὰ τὴν ὁμοιότητα, ἥτις ὑπάρχει μεταξὺ τῆς ἀνοίας καὶ ἀπερισκεψίας, αἵτινες διηύθυνον τὸν Ἱσπανο-Ἀμερικανικὸν πόλεμον, καὶ τῆς αὐτῆς κουφότητος, μεθ' ἧς διεξήχθη ὁ ἰδικός μας πόλεμος. <box>48 928 324 1087</box>
notice-text: Εἰδοποιοῦνται πάντες ὅσοι ἔλαβον ἀγγελίας μου περὶ ἐξαγοράσεως κοινωφελῶς ἐπιχειρηματικῆς ἐργασίας, ὡς καὶ οἱ δῆμοι καὶ ἐν γένει οἱ ἐπιθυμοῦντες νὰ γίνωσιν ἑταῖροι. Ἐν Ἀθήναις τῇ 2 Φεβρουαρίου 1900. Ὁ εἰδοποιῶν Ἰωάννης Κ. Νάδιος Ποιμὴν ἐκ τοῦ δήμου Εἰδυλλίας τῆς ἐπαρχίας Μεγαρίδος. <box>1235 357 1525 517</box>
translation-headline: ΜΕΤΑΦΡΑΖΟΝΤΑΙ <box>1284 1848 1476 1873</box>
ad-text: Ἡ θαυμασία ἀλοιφὴ τοῦ «Ἁγίου Ἀνδρέ» καὶ τὸ βραζιλιανὸν βάλσαμον θεραπεύουσιν ὅλας τὰς πληγάς, τοὺς ἕρπητας, τὰς ψώρας, τὰ ἐγκαύματα. Ἡ θεραπεία τελεῖται παρὰ ἐπιστήμονος ἰατροῦ Εὐρωπαίου, ὁδὸς Ἀγίου Κωνσταντίνου ἀριθ. 56 καὶ 58 ὑπὸ τὸ ὄνομα Σόλωνος. <box>936 1531 1216 1710</box>
article-paragraph: Ἰδιαίτερον τηλεγράφημα τοῦ «Σκρίπ» ΛΟΝΔΙΝΟΝ, 6 Φεβρουαρίου (Δι' ἐμμέσου ὁδοῦ). Δὲν ὑπάρχουν ἀκόμη εἰδήσεις διεξοδικώτεραι λεπτομερεῖς τὸν τρόπον καθ' ὃν ἐπετεύχθη ἡ ἀπελευθέρωσις τῆς Κίμπερλεϋ. Τὰ ἐπίσημα τηλεγραφήματα εἶνε λακωνικώτατα, ἀλλ' αἱ εἰδήσεις ἀνακοινοῦνται μεθ' ὑπερβαλλούσης ὑπερηφανείας. Ἡ πρώτη ἀνακοίνωσις τοῦ Ὑπουργείου εἶχεν ὡς ἑξῆς: «Ὁ Φρὲντς ἔφθασεν εἰς Κίμπερλεϋ.» Βέβαια γεγονότα ὀλιγοστῶν τὸ πρίν. <box>343 2023 618 2342</box>
article-headline-5: Ο ΙΣΠΑΝΟΣ ΛΕΒΙΑΘΑΣ <box>118 567 255 582</box>
shop-percent: 20 τοῖς 100 <box>1321 1353 1439 1375</box>
divider <box>1235 524 1525 525</box>
article-headline-3: ΔΙΑΤΙ ΕΝΙΚΗΘΗ <box>118 523 255 544</box>
doctor-title: ΙΑΤΡΟΣ <box>1339 760 1421 780</box>
article-lead: Οἱ Βόερς προχωροῦν εἰς τὸ Νατάλ. — Ὀχύρωσις τῶν ὀχθῶν τοῦ Τουγέλα. <box>643 1171 911 1228</box>
